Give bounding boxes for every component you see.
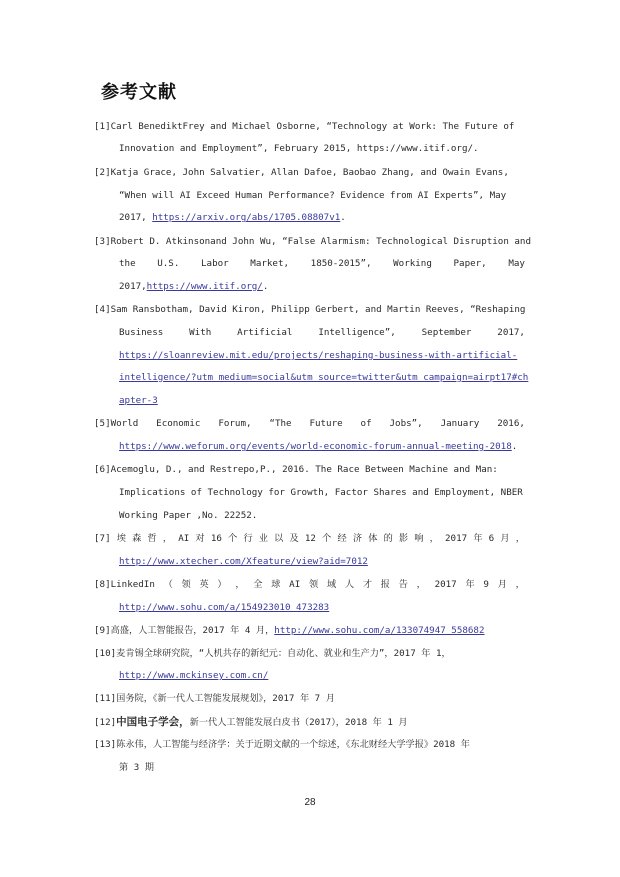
ref-3-line-2-word: Market, (250, 258, 290, 269)
ref-5-line-1-word: “The (269, 418, 292, 429)
ref-8-line-1-word: 月 (497, 579, 507, 590)
ref-4-line-2-word: 2017, (497, 327, 525, 338)
ref-7-line-1-word: ， (162, 533, 173, 544)
ref-7-line-1 (94, 533, 525, 545)
ref-8-line-1-word: 告 (398, 579, 408, 590)
ref-7-line-1-word: 个 (322, 533, 332, 544)
ref-12-num: [12] (94, 717, 117, 728)
ref-5-line-1-word: Future (309, 418, 343, 429)
ref-4-line-2-word: September (421, 327, 472, 338)
ref-7-line-1-word: [7] (94, 533, 111, 544)
ref-3-line-2-word: Working (393, 258, 432, 269)
ref-7-line-1-word: 济 (352, 533, 363, 544)
ref-4-link-line-3[interactable]: apter-3 (119, 395, 158, 406)
ref-2-year: 2017, (119, 212, 153, 223)
ref-7-line-1-word: 响 (414, 533, 424, 544)
ref-8-link[interactable]: http://www.sohu.com/a/154923010_473283 (119, 602, 330, 613)
ref-6-line-2: Implications of Technology for Growth, Factor Shares and Employment, NBER (119, 487, 523, 498)
ref-5-link[interactable]: https://www.weforum.org/events/world-economic-forum-annual-meeting-2018 (119, 441, 512, 452)
ref-12-org: 中国电子学会， (116, 716, 190, 728)
ref-5-line-1-word: 2016, (497, 418, 525, 429)
ref-3-tail: . (262, 281, 269, 292)
ref-4-line-2-word: Intelligence”, (318, 327, 396, 338)
ref-8-line-1-word: 球 (271, 579, 281, 590)
ref-13-line-2: 第 3 期 (119, 762, 154, 773)
ref-6-line-3: Working Paper ,No. 22252. (119, 510, 258, 521)
ref-8-line-1-word: [8]LinkedIn (94, 579, 155, 590)
ref-7-line-1-word: 个 (228, 533, 238, 544)
ref-8-line-1-word: 报 (380, 579, 390, 590)
page-number: 28 (304, 797, 316, 808)
ref-4-line-2 (119, 327, 525, 339)
ref-7-line-1-word: 行 (243, 533, 253, 544)
ref-8-line-1-word: 领 (309, 579, 319, 590)
ref-7-line-1-word: 对 (195, 533, 205, 544)
ref-3-year: 2017, (119, 281, 147, 292)
ref-7-line-1-word: 2017 (445, 533, 468, 544)
ref-7-line-1-word: ， (429, 533, 439, 544)
ref-5-line-1-word: Forum, (218, 418, 252, 429)
ref-8-line-1-word: ， (416, 579, 426, 590)
ref-3-line-2-word: 1850-2015”, (310, 258, 372, 269)
ref-9-line (94, 625, 485, 637)
ref-4-link-line-2[interactable]: intelligence/?utm_medium=social&utm_source=twitter&utm_campaign=airpt17#ch (119, 372, 529, 383)
ref-8-line-1-word: 才 (362, 579, 372, 590)
ref-8-line-1-word: 年 (465, 579, 475, 590)
ref-1-line-2: Innovation and Employment”, February 2015, https://www.itif.org/. (119, 143, 479, 154)
ref-3-line-2-word: Paper, (453, 258, 487, 269)
ref-8-line-1-word: 9 (483, 579, 489, 590)
ref-1-line-1: [1]Carl BenediktFrey and Michael Osborne, “Technology at Work: The Future of (94, 121, 515, 132)
ref-4-line-2-word: Business (119, 327, 164, 338)
ref-10-line-1: [10]麦肯锡全球研究院，“人机共存的新纪元：自动化、就业和生产力”，2017 年 1， (94, 648, 451, 659)
ref-8-line-1-word: 全 (253, 579, 263, 590)
ref-8-line-1-word: ， (235, 579, 245, 590)
ref-12-line (94, 716, 408, 729)
ref-7-line-1-word: 年 (473, 533, 483, 544)
ref-7-line-1-word: 12 (304, 533, 316, 544)
ref-3-line-2-word: U.S. (157, 258, 180, 269)
ref-2-tail: . (340, 212, 346, 223)
ref-8-line-1-word: ） (217, 579, 227, 590)
ref-8-line-1-word: 英 (199, 579, 209, 590)
ref-10-link[interactable]: http://www.mckinsey.com.cn/ (119, 670, 269, 681)
ref-7-line-1-word: 森 (132, 533, 142, 544)
ref-7-line-1-word: 6 (488, 533, 495, 544)
ref-2-link[interactable]: https://arxiv.org/abs/1705.08807v1 (152, 212, 341, 223)
ref-3-line-1: [3]Robert D. Atkinsonand John Wu, “False Alarmism: Technological Disruption and (94, 236, 531, 247)
ref-8-line-1-word: 2017 (434, 579, 457, 590)
ref-2-line-3 (119, 212, 346, 224)
ref-7-line-1-word: 以 (274, 533, 284, 544)
ref-5-line-1-word: of (360, 418, 372, 429)
ref-7-line-1-word: 体 (368, 533, 378, 544)
ref-8-line-1-word: ， (515, 579, 525, 590)
ref-7-link[interactable]: http://www.xtecher.com/Xfeature/view?aid=7012 (119, 556, 368, 567)
ref-13-line-1: [13]陈永伟，人工智能与经济学：关于近期文献的一个综述，《东北财经大学学报》2018 年 (94, 739, 470, 750)
ref-5-line-1-word: Economic (156, 418, 201, 429)
ref-4-line-2-word: Artificial (237, 327, 293, 338)
ref-3-line-3 (119, 281, 268, 293)
ref-7-line-1-word: 月 (500, 533, 510, 544)
ref-8-line-1-word: 人 (344, 579, 355, 590)
ref-12-text: 新一代人工智能发展白皮书（2017），2018 年 1 月 (189, 717, 408, 728)
ref-7-line-1-word: 影 (398, 533, 409, 544)
ref-6-line-1: [6]Acemoglu, D., and Restrepo,P., 2016. The Race Between Machine and Man: (94, 464, 498, 475)
ref-9-text: [9]高盛，人工智能报告，2017 年 4 月， (94, 625, 275, 636)
ref-11-line: [11]国务院，《新一代人工智能发展规划》，2017 年 7 月 (94, 693, 335, 704)
ref-8-line-1 (94, 579, 525, 591)
ref-2-line-1: [2]Katja Grace, John Salvatier, Allan Dafoe, Baobao Zhang, and Owain Evans, (94, 167, 509, 178)
ref-4-link-line-1[interactable]: https://sloanreview.mit.edu/projects/reshaping-business-with-artificial- (119, 350, 518, 361)
ref-7-line-1-word: 的 (383, 533, 393, 544)
ref-7-line-1-word: 埃 (116, 533, 126, 544)
ref-5-line-2 (119, 441, 517, 453)
ref-5-line-1-word: January (440, 418, 480, 429)
ref-9-link[interactable]: http://www.sohu.com/a/133074947_558682 (274, 625, 485, 636)
ref-3-link[interactable]: https://www.itif.org/ (146, 281, 263, 292)
ref-3-line-2-word: Labor (201, 258, 229, 269)
ref-7-line-1-word: 哲 (147, 533, 157, 544)
ref-8-line-1-word: 域 (326, 579, 337, 590)
ref-5-tail: . (511, 441, 518, 452)
ref-3-line-2 (119, 258, 525, 270)
ref-4-line-1: [4]Sam Ransbotham, David Kiron, Philipp Gerbert, and Martin Reeves, “Reshaping (94, 304, 526, 315)
ref-3-line-2-word: May (508, 258, 525, 269)
ref-5-line-1-word: Jobs”, (389, 418, 423, 429)
ref-8-line-1-word: （ (163, 579, 173, 590)
ref-2-line-2: “When will AI Exceed Human Performance? Evidence from AI Experts”, May (119, 190, 507, 201)
ref-7-line-1-word: ， (515, 533, 525, 544)
ref-5-line-1 (94, 418, 525, 430)
ref-7-line-1-word: AI (178, 533, 190, 544)
ref-7-line-1-word: 经 (337, 533, 347, 544)
ref-4-line-2-word: With (189, 327, 212, 338)
ref-8-line-1-word: AI (289, 579, 301, 590)
ref-7-line-1-word: 及 (289, 533, 299, 544)
ref-3-line-2-word: the (119, 258, 136, 269)
page-title: 参考文献 (101, 82, 177, 103)
ref-7-line-1-word: 业 (258, 533, 268, 544)
ref-7-line-1-word: 16 (210, 533, 222, 544)
ref-5-line-1-word: [5]World (94, 418, 139, 429)
ref-8-line-1-word: 领 (181, 579, 191, 590)
